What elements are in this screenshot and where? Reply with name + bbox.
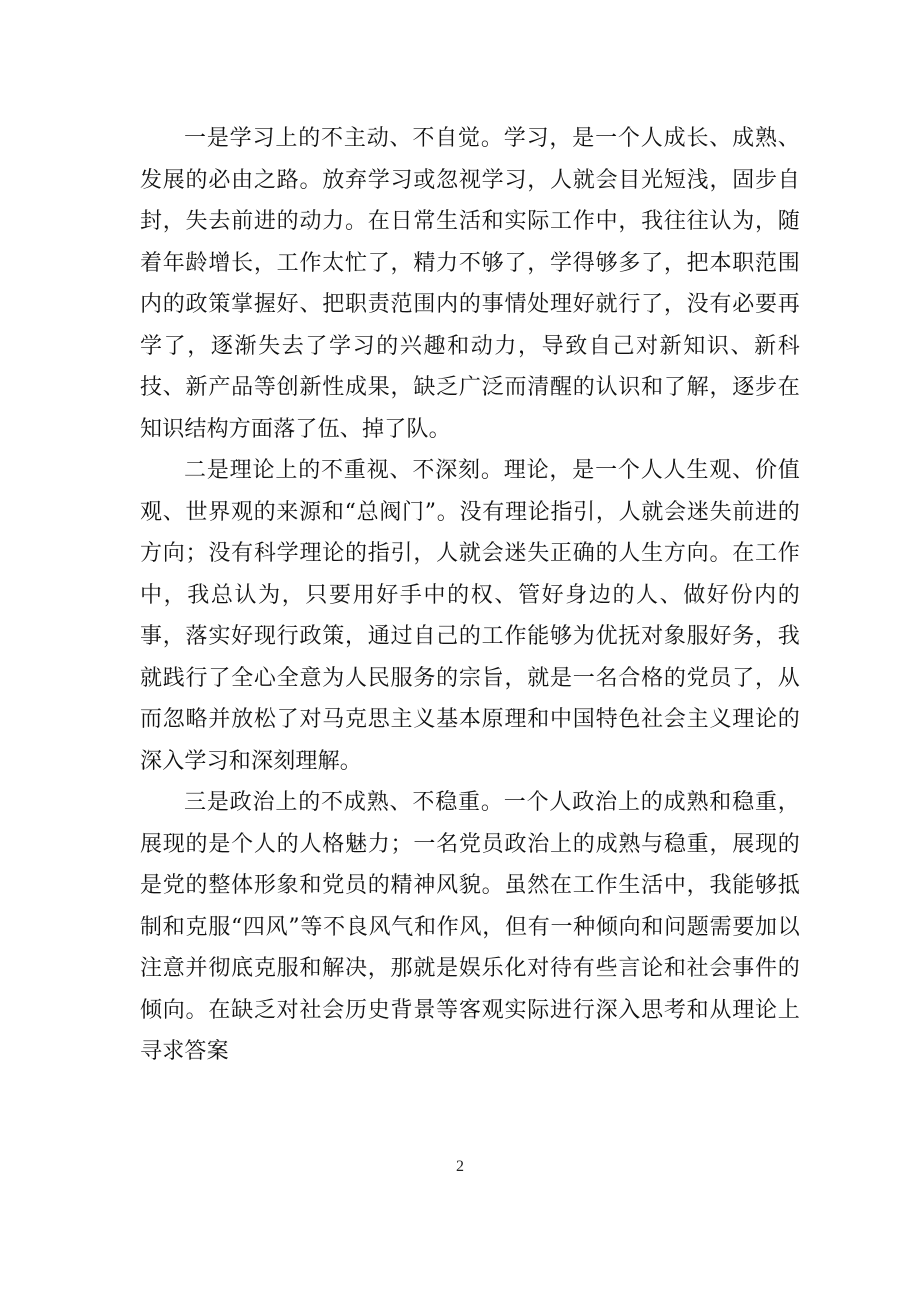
page-number: 2	[456, 1158, 464, 1175]
paragraph-politics: 三是政治上的不成熟、不稳重。一个人政治上的成熟和稳重，展现的是个人的人格魅力；一名党员政治上的成熟与稳重，展现的是党的整体形象和党员的精神风貌。虽然在工作生活中，我能够抵制和克服“四风”等不良风气和作风，但有一种倾向和问题需要加以注意并彻底克服和解决，那就是娱乐化对待有些言论和社会事件的倾向。在缺乏对社会历史背景等客观实际进行深入思考和从理论上寻求答案	[140, 790, 800, 1064]
document-body	[140, 118, 800, 1073]
paragraph-study: 一是学习上的不主动、不自觉。学习，是一个人成长、成熟、发展的必由之路。放弃学习或忽视学习，人就会目光短浅，固步自封，失去前进的动力。在日常生活和实际工作中，我往往认为，随着年龄增长，工作太忙了，精力不够了，学得够多了，把本职范围内的政策掌握好、把职责范围内的事情处理好就行了，没有必要再学了，逐渐失去了学习的兴趣和动力，导致自己对新知识、新科技、新产品等创新性成果，缺乏广泛而清醒的认识和了解，逐步在知识结构方面落了伍、掉了队。	[140, 126, 800, 442]
paragraph-theory: 二是理论上的不重视、不深刻。理论，是一个人人生观、价值观、世界观的来源和“总阀门”。没有理论指引，人就会迷失前进的方向；没有科学理论的指引，人就会迷失正确的人生方向。在工作中，我总认为，只要用好手中的权、管好身边的人、做好份内的事，落实好现行政策，通过自己的工作能够为优抚对象服好务，我就践行了全心全意为人民服务的宗旨，就是一名合格的党员了，从而忽略并放松了对马克思主义基本原理和中国特色社会主义理论的深入学习和深刻理解。	[140, 458, 800, 774]
